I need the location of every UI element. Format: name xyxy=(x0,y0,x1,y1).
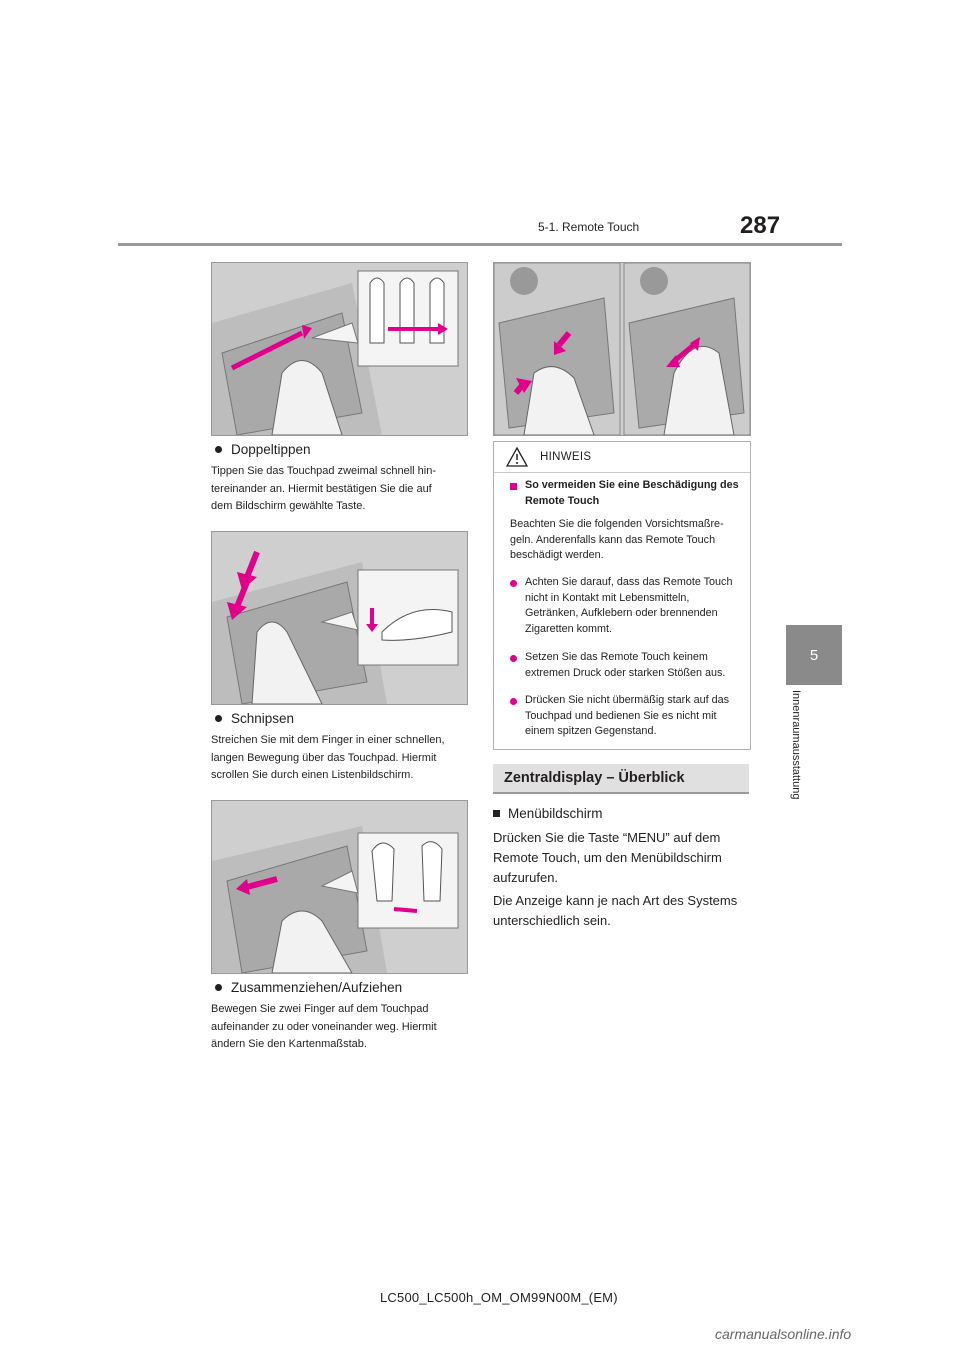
bullet-icon xyxy=(510,580,517,587)
gesture-title xyxy=(211,442,311,457)
illustration-flick xyxy=(211,800,468,974)
notice-item xyxy=(510,693,740,740)
paragraph: Drücken Sie die Taste “MENU” auf dem Remote Touch, um den Menübildschirm aufzurufen. xyxy=(493,830,722,885)
notice-item-text: Achten Sie darauf, dass das Remote Touch nicht in Kontakt mit Lebensmitteln, Getränken, Aufklebern oder brennenden Zigaretten kommt. xyxy=(525,576,733,635)
notice-item-text: Setzen Sie das Remote Touch keinem extremen Druck oder starken Stößen aus. xyxy=(525,651,726,679)
notice-subtitle xyxy=(510,478,740,509)
watermark: carmanualsonline.info xyxy=(715,1326,852,1342)
subheading-text: Menübildschirm xyxy=(508,806,603,821)
notice-item-text: Drücken Sie nicht übermäßig stark auf das Touchpad und bedienen Sie es nicht mit einem spitzen Gegenstand. xyxy=(525,694,730,737)
subheading xyxy=(493,806,603,821)
gesture-title-text: Doppeltippen xyxy=(231,442,311,457)
bullet-icon xyxy=(510,655,517,662)
gesture-title xyxy=(211,711,294,726)
gesture-description: Bewegen Sie zwei Finger auf dem Touchpad aufeinander zu oder voneinander weg. Hiermit ändern Sie den Kartenmaßstab. xyxy=(211,1003,437,1050)
section-reference: 5-1. Remote Touch xyxy=(538,220,640,234)
notice-subtitle-text: So vermeiden Sie eine Beschädigung des Remote Touch xyxy=(525,479,739,507)
square-bullet-icon xyxy=(510,483,517,490)
notice-title: HINWEIS xyxy=(540,451,592,463)
section-heading: Zentraldisplay – Überblick xyxy=(493,764,749,794)
gesture-title-text: Schnipsen xyxy=(231,711,295,726)
notice-header xyxy=(494,442,750,473)
gesture-title-text: Zusammenziehen/Aufziehen xyxy=(231,980,403,995)
bullet-icon xyxy=(215,984,222,991)
paragraph: Die Anzeige kann je nach Art des Systems unterschiedlich sein. xyxy=(493,893,738,928)
page-number: 287 xyxy=(740,212,781,239)
gesture-title xyxy=(211,980,402,995)
illustration-swipe xyxy=(211,262,468,436)
illustration-double-tap xyxy=(211,531,468,705)
notice-box xyxy=(493,441,751,750)
gesture-description: Streichen Sie mit dem Finger in einer schnellen, langen Bewegung über das Touchpad. Hiermit scrollen Sie durch einen Listenbildschirm. xyxy=(211,734,445,781)
bullet-icon xyxy=(215,446,222,453)
chapter-label: Innenraumausstattung xyxy=(790,690,802,800)
square-bullet-icon xyxy=(493,810,500,817)
warning-icon xyxy=(506,447,528,467)
notice-item xyxy=(510,575,740,637)
chapter-tab: 5 xyxy=(786,625,842,685)
notice-intro: Beachten Sie die folgenden Vorsichtsmaßre- geln. Anderenfalls kann das Remote Touch beschädigt werden. xyxy=(510,518,724,561)
model-code: LC500_LC500h_OM_OM99N00M_(EM) xyxy=(380,1290,618,1305)
notice-item xyxy=(510,650,740,681)
header-divider xyxy=(118,243,842,246)
bullet-icon xyxy=(215,715,222,722)
gesture-description: Tippen Sie das Touchpad zweimal schnell hin- tereinander an. Hiermit bestätigen Sie die auf dem Bildschirm gewählte Taste. xyxy=(211,465,437,512)
bullet-icon xyxy=(510,698,517,705)
illustration-pinch xyxy=(493,262,751,436)
